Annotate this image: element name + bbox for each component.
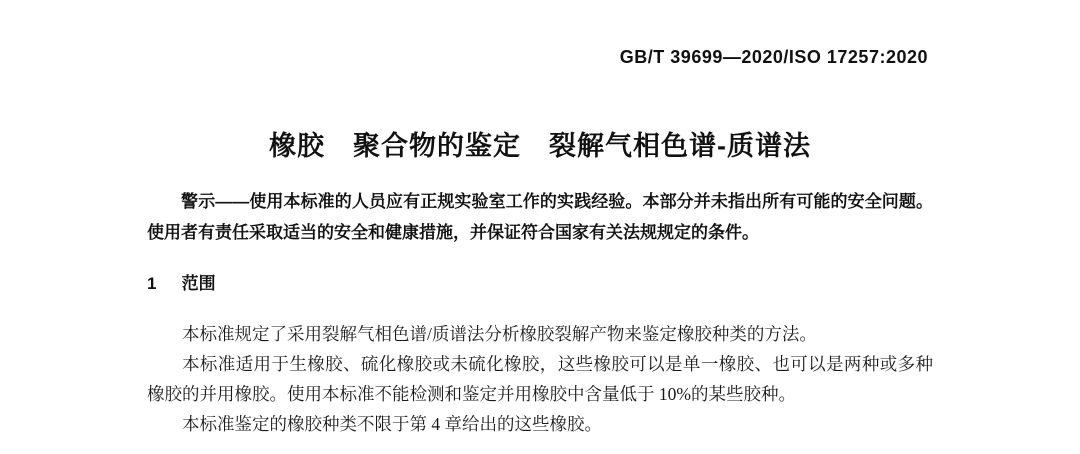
body-paragraph-2: 本标准适用于生橡胶、硫化橡胶或未硫化橡胶，这些橡胶可以是单一橡胶、也可以是两种或多种橡胶的并用橡胶。使用本标准不能检测和鉴定并用橡胶中含量低于 10%的某些胶种。 — [147, 354, 933, 404]
section-heading — [147, 269, 216, 294]
body-paragraph-1: 本标准规定了采用裂解气相色谱/质谱法分析橡胶裂解产物来鉴定橡胶种类的方法。 — [182, 324, 817, 344]
document-title: 橡胶 聚合物的鉴定 裂解气相色谱-质谱法 — [269, 131, 811, 161]
body-paragraph-3: 本标准鉴定的橡胶种类不限于第 4 章给出的这些橡胶。 — [182, 414, 602, 434]
section-body — [147, 319, 933, 439]
section-title: 范围 — [181, 274, 216, 293]
section-number: 1 — [147, 274, 157, 293]
warning-paragraph: 警示——使用本标准的人员应有正规实验室工作的实践经验。本部分并未指出所有可能的安全问题。使用者有责任采取适当的安全和健康措施，并保证符合国家有关法规规定的条件。 — [147, 192, 933, 242]
standard-code: GB/T 39699—2020/ISO 17257:2020 — [619, 47, 928, 67]
